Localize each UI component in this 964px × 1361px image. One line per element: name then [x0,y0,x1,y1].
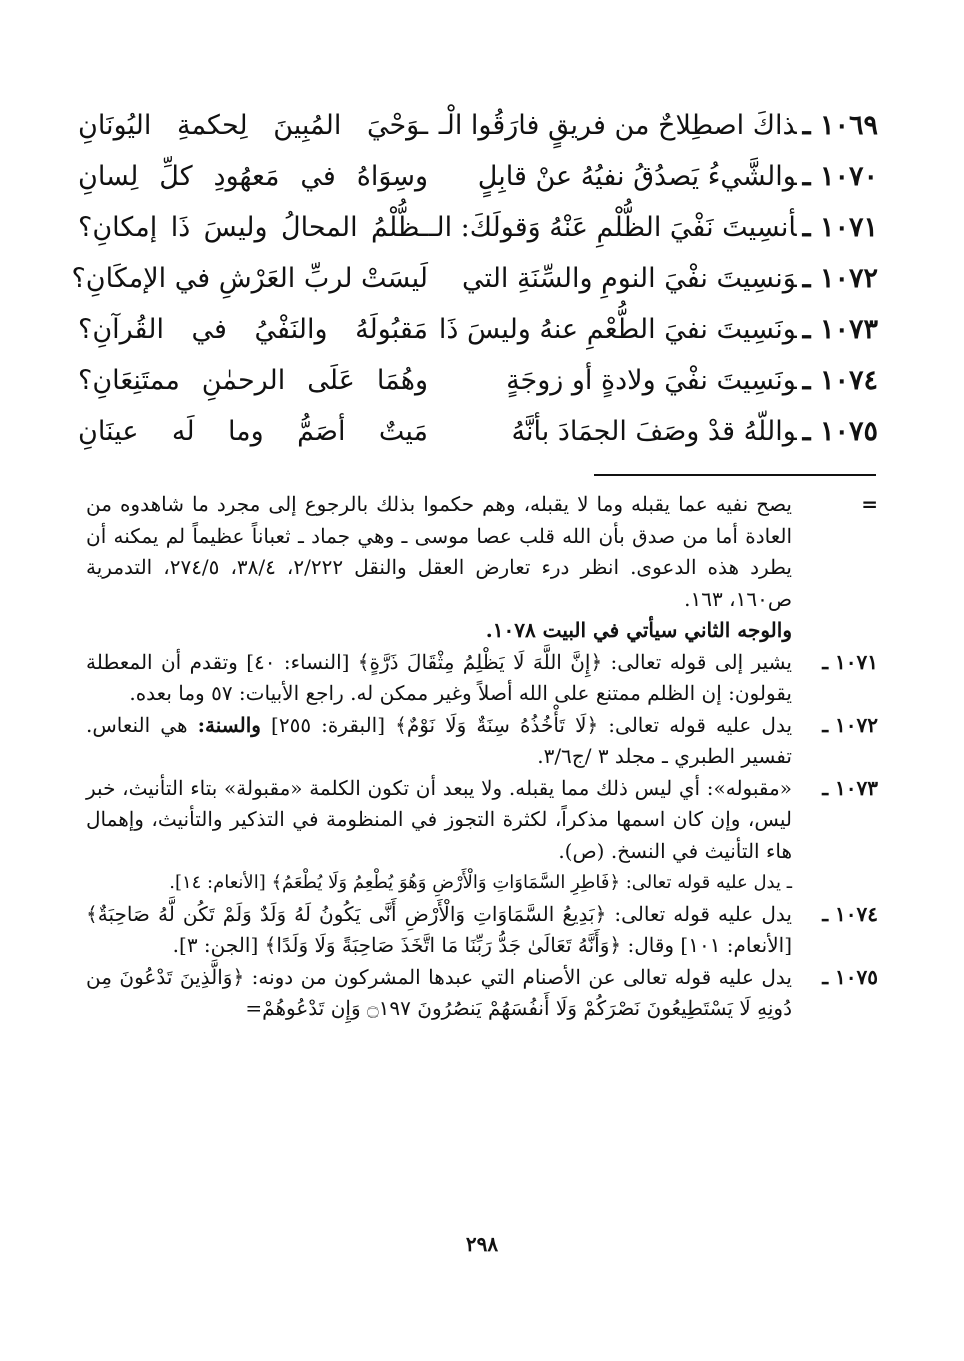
verse-first-hemistich [473,359,878,403]
verse-second-hemistich: وسِوَاهُ في مَعهُودِ كلِّ لِسانِ [78,161,428,192]
verse-second-hemistich: ـظُّلْمُ المحالُ وليسَ ذَا إمكانِ؟ [78,212,428,243]
footnote-text: يدل عليه قوله تعالى: ﴿بَدِيعُ السَّمَاوَاتِ وَالْأَرْضِ أَنَّى يَكُونُ لَهُ وَلَدٌ وَلَمْ تَكُن لَّهُ صَاحِبَةٌ﴾ [الأنعام: ١٠١] وقال: ﴿وَأَنَّهُ تَعَالَىٰ جَدُّ رَبِّنَا مَا اتَّخَذَ صَاحِبَةً وَلَا وَلَدًا﴾ [الجن: ٣]. [86,901,792,957]
footnote-paragraph [86,710,792,773]
verse-number: ١٠٧١ ـ [802,212,878,243]
footnote-text: يشير إلى قوله تعالى: ﴿إِنَّ اللَّهَ لَا يَظْلِمُ مِثْقَالَ ذَرَّةٍ﴾ [النساء: ٤٠] وتقدم أن المعطلة يقولون: إن الظلم ممتنع على الله أصلاً وغير ممكن له. راجع الأبيات: ٥٧ وما بعده. [86,649,792,705]
verse-text: واللّهُ قدْ وصَفَ الجمَادَ بأنَّهُ [511,416,797,447]
continuation-marker: = [861,492,878,516]
verse-first-hemistich [438,308,878,352]
footnote-1071 [86,647,878,710]
verse-second-hemistich: لَيسَتْ لربِّ العَرْشِ في الإمكَانِ؟ [71,263,428,294]
verse-row [78,308,878,359]
footnote-text-continued: ـ يدل عليه قوله تعالى: ﴿فَاطِرِ السَّمَاوَاتِ وَالْأَرْضِ وَهُوَ يُطْعِمُ وَلَا يُطْعَمُ﴾ [الأنعام: ١٤]. [169,872,792,893]
footnote-number: ١٠٧١ ـ [822,649,878,674]
verse-first-hemistich [438,104,878,148]
verse-number: ١٠٧٤ ـ [802,365,878,396]
verse-number: ١٠٧٢ ـ [802,263,878,294]
verse-text: أنسِيتَ نَفْيَ الظُّلْمِ عَنْهُ وَقولَكَ: الـ [428,212,797,243]
verse-row [71,257,878,308]
verse-first-hemistich [428,206,878,250]
footnote-1072 [86,710,878,773]
page-number: ٢٩٨ [465,1232,499,1256]
footnote-continued [86,489,878,647]
poem-verses [71,104,878,461]
verse-second-hemistich: مَيتٌ أصَمُّ وما لَه عينَانِ [78,416,428,447]
footnote-bold-text: والوجه الثاني سيأتي في البيت ١٠٧٨. [485,618,792,642]
verse-text: ونَسِيتَ نفْيَ ولادةٍ أو زوجَةٍ [506,365,797,396]
footnote-1074 [86,899,878,962]
footnote-text: «مقبوله»: أي ليس ذلك مما يقبله. ولا يبعد أن تكون الكلمة «مقبولة» بتاء التأنيث، خبر ليس، وإن كان اسمها مذكراً، لكثرة التجوز في المنظومة في التذكير والتأنيث، وإهمال هاء التأنيث في النسخ. (ص). [86,775,792,863]
footnote-number: ١٠٧٤ ـ [822,901,878,926]
verse-second-hemistich: مَقبُولَهُ والنَفْيُ في القُرآنِ؟ [78,314,428,345]
verse-second-hemistich: ـوَحْيَ المُبِينَ لِحكمةِ اليُونَانِ [78,110,428,141]
footnote-text-continued: هي النعاس. تفسير الطبري ـ مجلد ٣ /ج٣/٦. [86,712,792,768]
footnote-bold-term: والسنة: [197,712,261,737]
footnotes [86,489,878,1025]
verse-second-hemistich: وهُمَا عَلَى الرحمٰنِ ممتَنِعَانِ؟ [78,365,428,396]
verse-number: ١٠٧٥ ـ [802,416,878,447]
verse-number: ١٠٧٣ ـ [802,314,878,345]
verse-row [78,104,878,155]
verse-row [78,155,878,206]
verse-text: ذاكَ اصطِلاحٌ من فريقٍ فارَقُوا الْـ [438,110,797,141]
verse-text: والشَّيءُ يَصدُقُ نفيُهُ عنْ قابِلٍ [477,161,797,192]
verse-text: ونَسِيتَ نفيَ الطُّعْمِ عنهُ وليسَ ذَا [438,314,797,345]
verse-first-hemistich [462,257,878,301]
verse-row [78,206,878,257]
footnote-text: يدل عليه قوله تعالى عن الأصنام التي عبدها المشركون من دونه: ﴿وَالَّذِينَ تَدْعُونَ مِن دُونِهِ لَا يَسْتَطِيعُونَ نَصْرَكُمْ وَلَا أَنفُسَهُمْ يَنصُرُونَ ۝١٩٧ وَإِن تَدْعُوهُمْ= [86,964,792,1020]
verse-number: ١٠٦٩ ـ [802,110,878,141]
verse-row [78,359,878,410]
footnote-number: ١٠٧٥ ـ [822,964,878,989]
footnote-number: ١٠٧٢ ـ [822,712,878,737]
verse-first-hemistich [473,155,878,199]
footnote-number: ١٠٧٣ ـ [822,775,878,800]
verse-first-hemistich [473,410,878,454]
footnote-1075 [86,962,878,1025]
footnote-separator [594,474,876,476]
verse-text: وَنسِيتَ نفْيَ النومِ والسِّنَةِ التي [462,263,797,294]
footnote-text: يصح نفيه عما يقبله وما لا يقبله، وهم حكموا بذلك بالرجوع إلى مجرد ما شاهدوه من العادة أما من صدق بأن الله قلب عصا موسى ـ وهي جماد ـ ثعباناً عظيماً لم يمكنه أن يطرد هذه الدعوى. انظر درء تعارض العقل والنقل ٢/٢٢٢، ٣٨/٤، ٢٧٤/٥، التدمرية ص١٦٠، ١٦٣. [86,492,792,611]
verse-row [78,410,878,461]
footnote-1073 [86,773,878,899]
verse-number: ١٠٧٠ ـ [802,161,878,192]
footnote-text: يدل عليه قوله تعالى: ﴿لَا تَأْخُذُهُ سِنَةٌ وَلَا نَوْمٌ﴾ [البقرة: ٢٥٥] [271,712,793,737]
